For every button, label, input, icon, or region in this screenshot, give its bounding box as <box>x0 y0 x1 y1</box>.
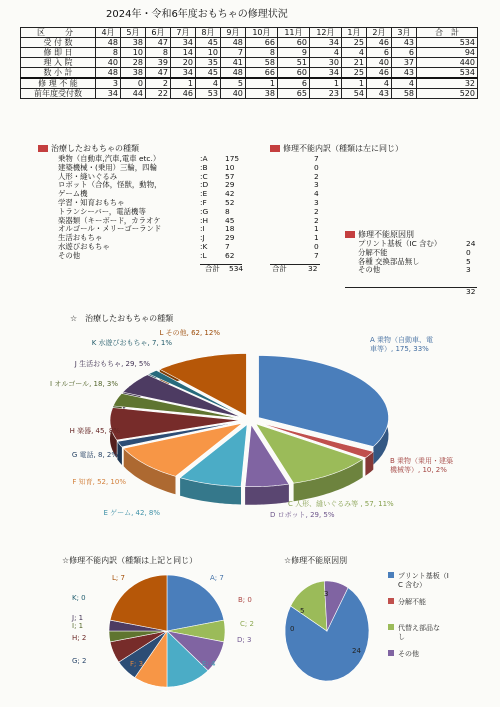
legend-label: プリント基板（I C 含む） <box>398 572 449 589</box>
item-name: トランシーバー，電話機等 <box>58 206 146 216</box>
item-code: :I <box>200 224 205 234</box>
table-cell: 40 <box>96 58 121 68</box>
table-cell: 10 <box>195 48 220 58</box>
item-name: その他 <box>58 250 81 260</box>
table-cell: 46 <box>366 38 391 48</box>
legend-label: その他 <box>398 650 419 658</box>
unrep-count: 0 <box>314 162 319 172</box>
table-cell: 44 <box>120 89 145 99</box>
chart3-pie <box>282 568 472 696</box>
table-cell: 8 <box>245 48 277 58</box>
pie-label-B: B; 0 <box>238 596 252 604</box>
table-cell: 34 <box>309 38 341 48</box>
table-cell: 60 <box>277 68 309 79</box>
chart3-title: ☆修理不能原因別 <box>284 556 348 565</box>
legend-label: 分解不能 <box>398 598 426 606</box>
causes-total: 32 <box>466 287 476 296</box>
table-header-cell: 10月 <box>245 28 277 38</box>
table-cell: 4 <box>195 78 220 89</box>
table-cell: 8 <box>96 48 121 58</box>
cause-name: 分解不能 <box>358 247 388 257</box>
item-count: 62 <box>225 250 235 260</box>
pie-label-L: L その他, 62, 12% <box>159 329 220 337</box>
table-header-cell: 5月 <box>120 28 145 38</box>
table-cell: 0 <box>120 78 145 89</box>
item-code: :K <box>200 241 208 251</box>
item-name: 生活おもちゃ <box>58 233 103 243</box>
chart1-pie <box>0 320 500 550</box>
pie-label-A: A; 7 <box>210 574 224 582</box>
table-cell: 48 <box>220 38 245 48</box>
table-cell: 22 <box>145 89 170 99</box>
table-cell: 65 <box>277 89 309 99</box>
table-cell: 43 <box>366 89 391 99</box>
table-cell: 4 <box>341 48 366 58</box>
item-name: 学習・知育おもちゃ <box>58 197 125 207</box>
item-count: 45 <box>225 215 235 225</box>
list-item <box>358 266 478 275</box>
bullet-icon <box>38 145 48 152</box>
pie-label-H: H; 2 <box>72 634 87 642</box>
pie-label-F: F 知育, 52, 10% <box>72 478 126 486</box>
table-cell: 60 <box>277 38 309 48</box>
table-header-cell: 合 計 <box>417 28 478 38</box>
pie-label-G: G 電話, 8, 2% <box>71 451 118 459</box>
item-code: :B <box>200 162 208 172</box>
table-cell: 2 <box>145 78 170 89</box>
unrep-count: 3 <box>314 197 319 207</box>
legend-swatch <box>388 624 394 630</box>
pie-value-label: 5 <box>300 607 305 615</box>
table-cell: 47 <box>145 68 170 79</box>
table-cell: 40 <box>220 89 245 99</box>
bullet-icon <box>270 145 280 152</box>
table-cell: 3 <box>96 78 121 89</box>
table-header-cell: 8月 <box>195 28 220 38</box>
pie-value-label: 24 <box>352 647 361 655</box>
pie-label-E: E ゲーム, 42, 8% <box>103 509 160 517</box>
table-header-cell: 11月 <box>277 28 309 38</box>
treated-total-label: 合計 <box>205 264 220 273</box>
item-name: ロボット（合体，怪獣，動物， <box>58 180 162 190</box>
table-cell: 47 <box>145 38 170 48</box>
item-code: :G <box>200 206 209 216</box>
table-cell: 34 <box>309 68 341 79</box>
pie-label-G: G; 2 <box>72 657 87 665</box>
table-header-cell: 12月 <box>309 28 341 38</box>
treated-heading: 治療したおもちゃの種類 <box>38 143 139 154</box>
unrep-count: 0 <box>314 241 319 251</box>
table-cell: 40 <box>366 58 391 68</box>
table-cell: 46 <box>366 68 391 79</box>
pie-label-F: F; 3 <box>130 660 144 668</box>
table-cell: 534 <box>417 68 478 79</box>
table-cell: 10 <box>120 48 145 58</box>
table-cell: 38 <box>245 89 277 99</box>
item-code: :A <box>200 154 208 163</box>
pie-slice-side <box>245 484 289 505</box>
table-header-cell: 4月 <box>96 28 121 38</box>
row-label: 修 即 日 <box>21 48 96 58</box>
table-cell: 6 <box>277 78 309 89</box>
unrep-count: 7 <box>314 154 319 163</box>
table-cell: 43 <box>391 68 416 79</box>
chart2-title: ☆修理不能内訳（種類は上記と同じ） <box>62 556 198 565</box>
table-cell: 34 <box>170 38 195 48</box>
table-cell: 53 <box>195 89 220 99</box>
table-cell: 48 <box>96 68 121 79</box>
cause-count: 3 <box>466 265 471 275</box>
cause-name: 各種 交換部品無し <box>358 256 420 266</box>
table-header-row <box>21 28 478 38</box>
table-cell: 39 <box>145 58 170 68</box>
causes-heading: 修理不能原因別 <box>345 229 414 240</box>
legend-swatch <box>388 598 394 604</box>
table-row <box>21 48 478 58</box>
item-count: 8 <box>225 206 230 216</box>
row-label: 修 理 不 能 <box>21 78 96 89</box>
item-code: :H <box>200 215 209 225</box>
list-item <box>58 252 258 261</box>
page-title: 2024年・令和6年度おもちゃの修理状況 <box>106 9 288 20</box>
item-name: 人形・縫いぐるみ <box>58 171 118 181</box>
table-cell: 1 <box>245 78 277 89</box>
treated-total: 534 <box>229 264 244 273</box>
pie-label-J: J; 1 <box>72 614 84 622</box>
table-cell: 54 <box>341 89 366 99</box>
pie-value-label: 0 <box>290 625 295 633</box>
unrepairable-heading: 修理不能内訳（種類は左に同じ） <box>270 143 403 154</box>
cause-count: 24 <box>466 239 476 248</box>
table-cell: 4 <box>309 48 341 58</box>
table-cell: 534 <box>417 38 478 48</box>
item-count: 42 <box>225 189 235 199</box>
table-cell: 1 <box>309 78 341 89</box>
unrep-count: 3 <box>314 180 319 190</box>
pie-label-H: H 楽器, 45, 8% <box>69 427 120 435</box>
item-count: 7 <box>225 241 230 251</box>
table-cell: 23 <box>309 89 341 99</box>
pie-value-label: 3 <box>324 590 329 598</box>
list-item <box>314 252 334 261</box>
pie-label-D: D; 3 <box>237 636 252 644</box>
table-cell: 66 <box>245 68 277 79</box>
unrep-count: 2 <box>314 215 319 225</box>
table-cell: 34 <box>96 89 121 99</box>
pie-label-D: D ロボット, 29, 5% <box>270 511 335 519</box>
item-name: 楽器類（キーボード，カラオケ <box>58 215 161 225</box>
item-code: :E <box>200 189 208 199</box>
table-header-cell: 3月 <box>391 28 416 38</box>
unrep-count: 1 <box>314 224 319 234</box>
item-count: 18 <box>225 224 235 234</box>
table-cell: 94 <box>417 48 478 58</box>
pie-label-K: K 水遊びおもちゃ, 7, 1% <box>91 339 172 347</box>
unrep-count: 1 <box>314 233 319 243</box>
item-code: :C <box>200 171 208 181</box>
table-cell: 1 <box>341 78 366 89</box>
repair-table <box>20 27 478 99</box>
legend-swatch <box>388 572 394 578</box>
row-label: 理 入 院 <box>21 58 96 68</box>
table-cell: 38 <box>120 38 145 48</box>
table-cell: 46 <box>170 89 195 99</box>
pie-label-B: B 乗物（乗用・建築機械等）, 10, 2% <box>390 457 454 474</box>
pie-label-J: J 生活おもちゃ, 29, 5% <box>74 360 150 368</box>
row-label: 受 付 数 <box>21 38 96 48</box>
item-count: 175 <box>225 154 240 163</box>
table-cell: 35 <box>195 58 220 68</box>
table-cell: 45 <box>195 38 220 48</box>
table-cell: 9 <box>277 48 309 58</box>
table-cell: 14 <box>170 48 195 58</box>
table-cell: 66 <box>245 38 277 48</box>
table-cell: 520 <box>417 89 478 99</box>
table-cell: 1 <box>170 78 195 89</box>
table-cell: 51 <box>277 58 309 68</box>
pie-label-I: I; 1 <box>72 622 84 630</box>
table-cell: 43 <box>391 38 416 48</box>
table-cell: 48 <box>96 38 121 48</box>
table-cell: 4 <box>366 78 391 89</box>
table-cell: 7 <box>220 48 245 58</box>
item-code: :D <box>200 180 209 190</box>
chart1-title: ☆ 治療したおもちゃの種類 <box>70 314 174 323</box>
legend-label: 代替え部品なし <box>398 624 440 641</box>
item-count: 10 <box>225 162 235 172</box>
table-cell: 6 <box>366 48 391 58</box>
table-cell: 28 <box>120 58 145 68</box>
table-cell: 25 <box>341 38 366 48</box>
row-label: 前年度受付数 <box>21 89 96 99</box>
table-cell: 25 <box>341 68 366 79</box>
table-header-cell: 2月 <box>366 28 391 38</box>
item-name: ゲーム機 <box>58 189 88 199</box>
cause-name: プリント基板（IC 含む） <box>358 239 442 248</box>
item-name: 水遊びおもちゃ <box>58 241 110 251</box>
legend-swatch <box>388 650 394 656</box>
bullet-icon <box>345 231 355 238</box>
table-cell: 440 <box>417 58 478 68</box>
table-cell: 41 <box>220 58 245 68</box>
item-count: 52 <box>225 197 235 207</box>
table-cell: 30 <box>309 58 341 68</box>
table-cell: 34 <box>170 68 195 79</box>
unrepairable-list <box>314 155 334 261</box>
item-code: :F <box>200 197 207 207</box>
treated-list <box>58 155 258 261</box>
table-cell: 48 <box>220 68 245 79</box>
table-cell: 8 <box>145 48 170 58</box>
table-header-cell: 1月 <box>341 28 366 38</box>
unrep-total-label: 合計 <box>272 264 287 273</box>
pie-label-E: E; 4 <box>202 660 216 668</box>
cause-count: 0 <box>466 247 471 257</box>
item-name: オルゴール・メリーゴーランド <box>58 224 162 234</box>
cause-count: 5 <box>466 256 471 266</box>
table-row <box>21 58 478 68</box>
item-count: 29 <box>225 233 235 243</box>
table-cell: 6 <box>391 48 416 58</box>
pie-label-I: I オルゴール, 18, 3% <box>49 380 118 388</box>
table-row <box>21 38 478 48</box>
unrep-count: 4 <box>314 189 319 199</box>
table-cell: 32 <box>417 78 478 89</box>
pie-label-C: C; 2 <box>240 620 254 628</box>
chart2-pie <box>62 568 272 698</box>
table-cell: 45 <box>195 68 220 79</box>
table-header-cell: 9月 <box>220 28 245 38</box>
table-row <box>21 89 478 99</box>
table-row <box>21 78 478 89</box>
item-name: 乗物（自動車,汽車,電車 etc.） <box>58 154 161 163</box>
pie-label-C: C 人形、縫いぐるみ等 , 57, 11% <box>288 500 394 508</box>
pie-label-K: K; 0 <box>72 594 86 602</box>
table-cell: 20 <box>170 58 195 68</box>
unrep-count: 7 <box>314 250 319 260</box>
causes-list <box>358 240 478 275</box>
unrep-count: 2 <box>314 171 319 181</box>
item-name: 建築機械・(乗用）三輪，四輪 <box>58 162 157 172</box>
table-header-cell: 7月 <box>170 28 195 38</box>
item-code: :J <box>200 233 205 243</box>
table-cell: 58 <box>245 58 277 68</box>
table-row <box>21 68 478 79</box>
item-count: 29 <box>225 180 235 190</box>
table-cell: 58 <box>391 89 416 99</box>
pie-label-L: L; 7 <box>112 574 125 582</box>
table-cell: 5 <box>220 78 245 89</box>
table-cell: 38 <box>120 68 145 79</box>
unrep-total: 32 <box>308 264 318 273</box>
table-header-cell: 6月 <box>145 28 170 38</box>
pie-label-A: A 乗物（自動車、電車等）, 175, 33% <box>370 336 434 353</box>
unrep-count: 2 <box>314 206 319 216</box>
cause-name: その他 <box>358 265 381 275</box>
item-count: 57 <box>225 171 235 181</box>
row-label: 数 小 計 <box>21 68 96 79</box>
table-cell: 4 <box>391 78 416 89</box>
item-code: :L <box>200 250 207 260</box>
table-header-cell: 区 分 <box>21 28 96 38</box>
table-cell: 37 <box>391 58 416 68</box>
table-cell: 21 <box>341 58 366 68</box>
